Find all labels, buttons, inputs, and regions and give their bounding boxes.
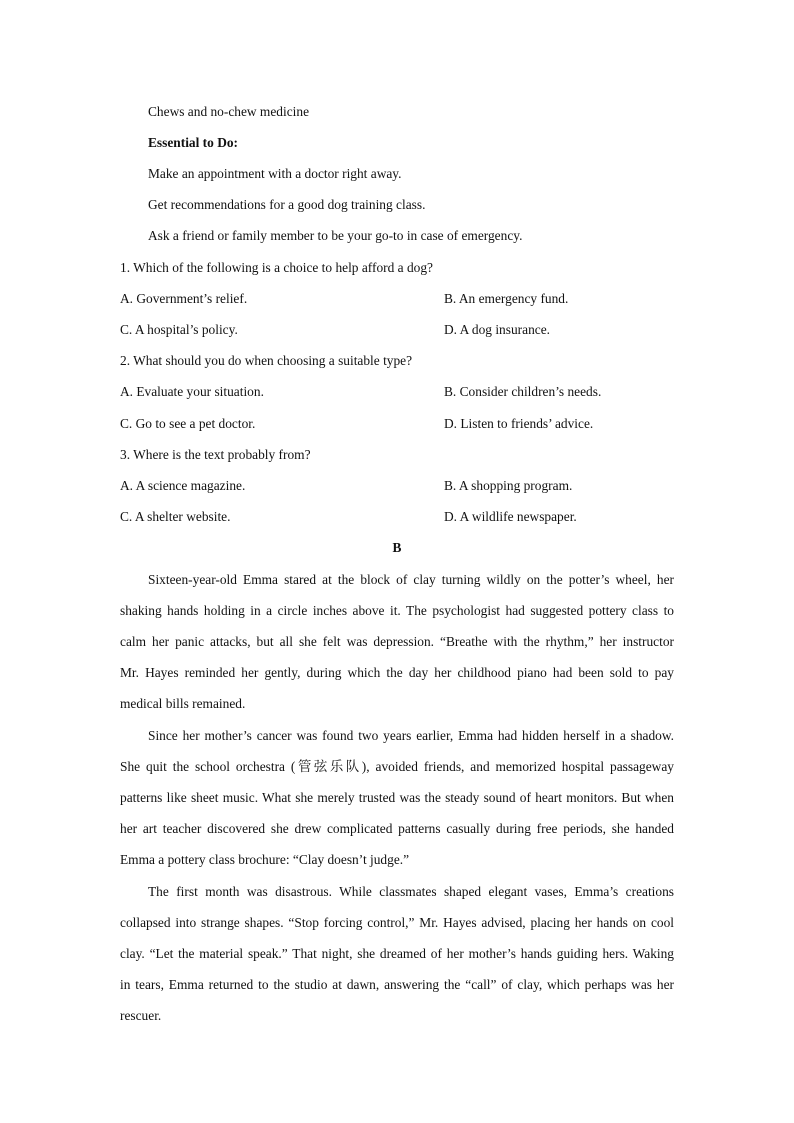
question-1-option-a: A. Government’s relief.	[120, 291, 248, 306]
section-title-b: B	[392, 540, 402, 555]
passage-line: her art teacher discovered she drew complicated patterns casually during free periods, she handed	[120, 821, 674, 836]
passage-line: The first month was disastrous. While classmates shaped elegant vases, Emma’s creations	[148, 884, 674, 899]
question-3-option-a: A. A science magazine.	[120, 478, 246, 493]
passage-line: She quit the school orchestra (管弦乐队), avoided friends, and memorized hospital passageway	[120, 759, 674, 774]
question-2-option-b: B. Consider children’s needs.	[444, 384, 602, 399]
question-1-option-b: B. An emergency fund.	[444, 291, 569, 306]
passage-line: Since her mother’s cancer was found two years earlier, Emma had hidden herself in a shadow.	[148, 728, 674, 743]
passage-line: rescuer.	[120, 1008, 162, 1023]
list-item-chews: Chews and no-chew medicine	[148, 104, 310, 119]
essential-heading: Essential to Do:	[148, 135, 239, 150]
question-3-option-d: D. A wildlife newspaper.	[444, 509, 577, 524]
passage-line: collapsed into strange shapes. “Stop forcing control,” Mr. Hayes advised, placing her hands on cool	[120, 915, 674, 930]
question-2-stem: 2. What should you do when choosing a suitable type?	[120, 353, 413, 368]
passage-line: clay. “Let the material speak.” That night, she dreamed of her mother’s hands guiding hers. Waking	[120, 946, 674, 961]
passage-line: shaking hands holding in a circle inches above it. The psychologist had suggested pottery class to	[120, 603, 674, 618]
todo-item-1: Make an appointment with a doctor right away.	[148, 166, 402, 181]
question-1-stem: 1. Which of the following is a choice to help afford a dog?	[120, 260, 433, 275]
passage-line: medical bills remained.	[120, 696, 246, 711]
passage-line: calm her panic attacks, but all she felt was depression. “Breathe with the rhythm,” her instructor	[120, 634, 674, 649]
question-2-option-a: A. Evaluate your situation.	[120, 384, 264, 399]
question-3-option-c: C. A shelter website.	[120, 509, 231, 524]
todo-item-2: Get recommendations for a good dog training class.	[148, 197, 426, 212]
passage-line: Mr. Hayes reminded her gently, during which the day her childhood piano had been sold to pay	[120, 665, 674, 680]
todo-item-3: Ask a friend or family member to be your go-to in case of emergency.	[148, 228, 523, 243]
passage-line: patterns like sheet music. What she merely trusted was the steady sound of heart monitors. But when	[120, 790, 674, 805]
question-3-option-b: B. A shopping program.	[444, 478, 573, 493]
question-1-option-c: C. A hospital’s policy.	[120, 322, 238, 337]
question-2-option-c: C. Go to see a pet doctor.	[120, 416, 256, 431]
passage-line: Sixteen-year-old Emma stared at the block of clay turning wildly on the potter’s wheel, her	[148, 572, 674, 587]
question-2-option-d: D. Listen to friends’ advice.	[444, 416, 594, 431]
question-3-stem: 3. Where is the text probably from?	[120, 447, 311, 462]
passage-line: Emma a pottery class brochure: “Clay doesn’t judge.”	[120, 852, 410, 867]
passage-line: in tears, Emma returned to the studio at dawn, answering the “call” of clay, which perhaps was her	[120, 977, 674, 992]
question-1-option-d: D. A dog insurance.	[444, 322, 550, 337]
